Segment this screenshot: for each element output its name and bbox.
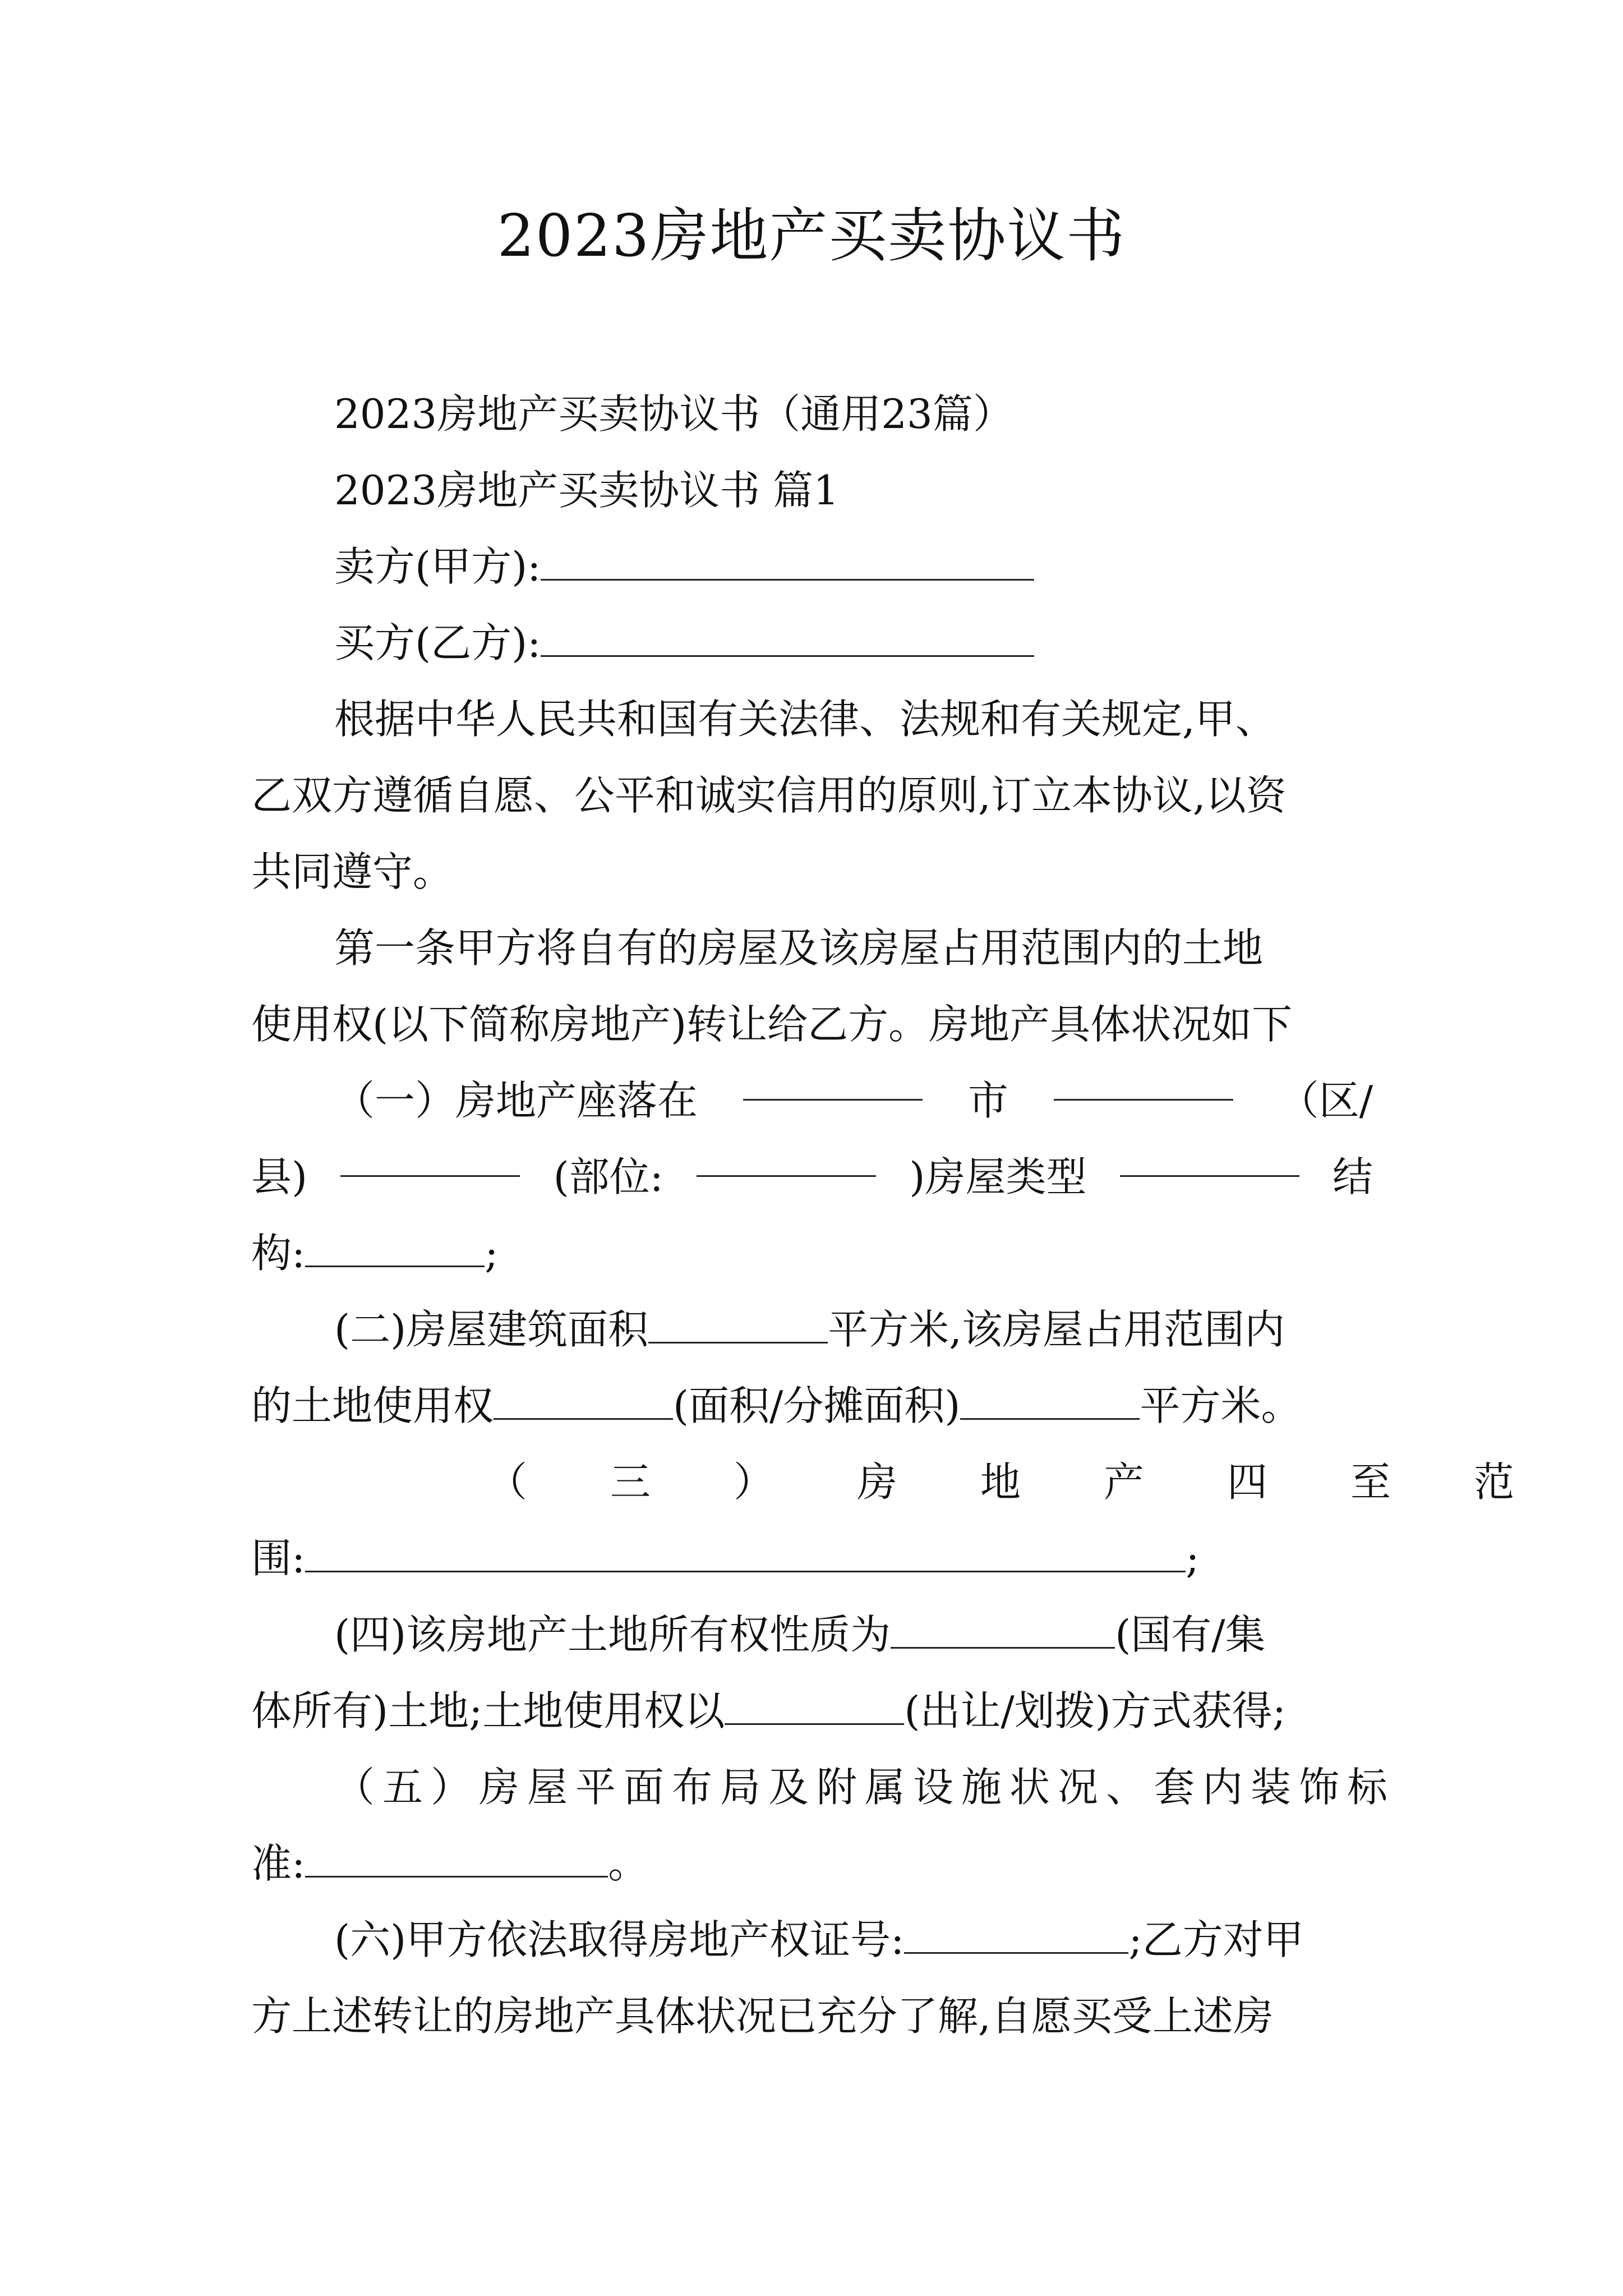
county-blank bbox=[340, 1139, 520, 1177]
boundary-blank bbox=[305, 1534, 1186, 1572]
certificate-tail: ;乙方对甲 bbox=[1128, 1916, 1304, 1963]
structure-line bbox=[251, 1215, 1373, 1291]
paragraph-line: 方上述转让的房地产具体状况已充分了解,自愿买受上述房 bbox=[251, 1993, 1274, 2040]
certificate-line bbox=[251, 1902, 1373, 1978]
land-right-label: 体所有)土地;土地使用权以 bbox=[251, 1687, 725, 1734]
city-blank bbox=[743, 1062, 923, 1101]
section-heading: 2023房地产买卖协议书 篇1 bbox=[334, 467, 839, 514]
subtitle-line: 2023房地产买卖协议书（通用23篇） bbox=[334, 390, 1013, 438]
area-unit-text: 平方米,该房屋占用范围内 bbox=[828, 1306, 1285, 1353]
structure-blank bbox=[305, 1229, 485, 1267]
decoration-line bbox=[251, 1825, 1373, 1902]
land-area-label: (面积/分摊面积) bbox=[673, 1382, 961, 1429]
period: 。 bbox=[608, 1840, 649, 1887]
ownership-options: (国有/集 bbox=[1115, 1611, 1266, 1658]
document-title: 2023房地产买卖协议书 bbox=[497, 201, 1126, 270]
semicolon: ; bbox=[1186, 1535, 1200, 1582]
structure-label: 结 bbox=[1332, 1153, 1373, 1200]
house-type-blank bbox=[1120, 1139, 1299, 1177]
county-label: 县) bbox=[251, 1153, 308, 1200]
land-right-blank bbox=[725, 1687, 904, 1725]
land-use-label: 的土地使用权 bbox=[251, 1382, 494, 1429]
land-right-line bbox=[251, 1673, 1373, 1749]
land-use-blank bbox=[494, 1382, 673, 1420]
land-area-unit: 平方米。 bbox=[1140, 1382, 1302, 1429]
article-one-line: 第一条甲方将自有的房屋及该房屋占用范围内的土地 bbox=[334, 924, 1264, 972]
area-line bbox=[251, 1291, 1373, 1368]
seller-line bbox=[251, 528, 1373, 605]
certificate-label: (六)甲方依法取得房地产权证号: bbox=[334, 1916, 905, 1963]
area-label: (二)房屋建筑面积 bbox=[334, 1306, 649, 1353]
certificate-blank bbox=[904, 1916, 1128, 1954]
land-right-options: (出让/划拨)方式获得; bbox=[904, 1687, 1287, 1734]
seller-blank bbox=[541, 542, 1034, 581]
district-blank bbox=[1054, 1062, 1233, 1101]
area-blank bbox=[648, 1305, 828, 1343]
land-use-line bbox=[251, 1368, 1373, 1444]
district-label: （区/ bbox=[1278, 1077, 1373, 1124]
buyer-line bbox=[251, 605, 1373, 681]
buyer-blank bbox=[541, 619, 1034, 657]
buyer-label: 买方(乙方): bbox=[334, 619, 541, 666]
position-label: (部位: bbox=[553, 1153, 663, 1200]
location-line-2 bbox=[251, 1139, 1373, 1215]
ownership-label: (四)该房地产土地所有权性质为 bbox=[334, 1611, 891, 1658]
paragraph-line: 乙双方遵循自愿、公平和诚实信用的原则,订立本协议,以资 bbox=[251, 772, 1287, 819]
paragraph-line: 根据中华人民共和国有关法律、法规和有关规定,甲、 bbox=[334, 696, 1276, 743]
decoration-label: 准: bbox=[251, 1840, 306, 1887]
boundary-label: 围: bbox=[251, 1535, 306, 1582]
land-area-blank bbox=[960, 1382, 1140, 1420]
location-label: （一）房地产座落在 bbox=[334, 1077, 698, 1124]
semicolon: ; bbox=[485, 1230, 499, 1277]
boundary-heading: （三）房地产四至范 bbox=[487, 1458, 1598, 1506]
paragraph-line: 共同遵守。 bbox=[251, 848, 454, 895]
position-blank bbox=[697, 1139, 876, 1177]
layout-line: （五）房屋平面布局及附属设施状况、套内装饰标 bbox=[334, 1764, 1396, 1811]
seller-label: 卖方(甲方): bbox=[334, 543, 541, 590]
ownership-line bbox=[251, 1596, 1373, 1673]
city-label: 市 bbox=[967, 1077, 1008, 1124]
ownership-blank bbox=[891, 1611, 1115, 1649]
document-body bbox=[251, 376, 1598, 2054]
structure-label-2: 构: bbox=[251, 1230, 306, 1277]
boundary-line bbox=[251, 1520, 1373, 1596]
decoration-blank bbox=[305, 1839, 608, 1878]
article-one-line: 使用权(以下简称房地产)转让给乙方。房地产具体状况如下 bbox=[251, 1001, 1293, 1048]
house-type-label: )房屋类型 bbox=[909, 1153, 1087, 1200]
location-line bbox=[251, 1062, 1373, 1139]
